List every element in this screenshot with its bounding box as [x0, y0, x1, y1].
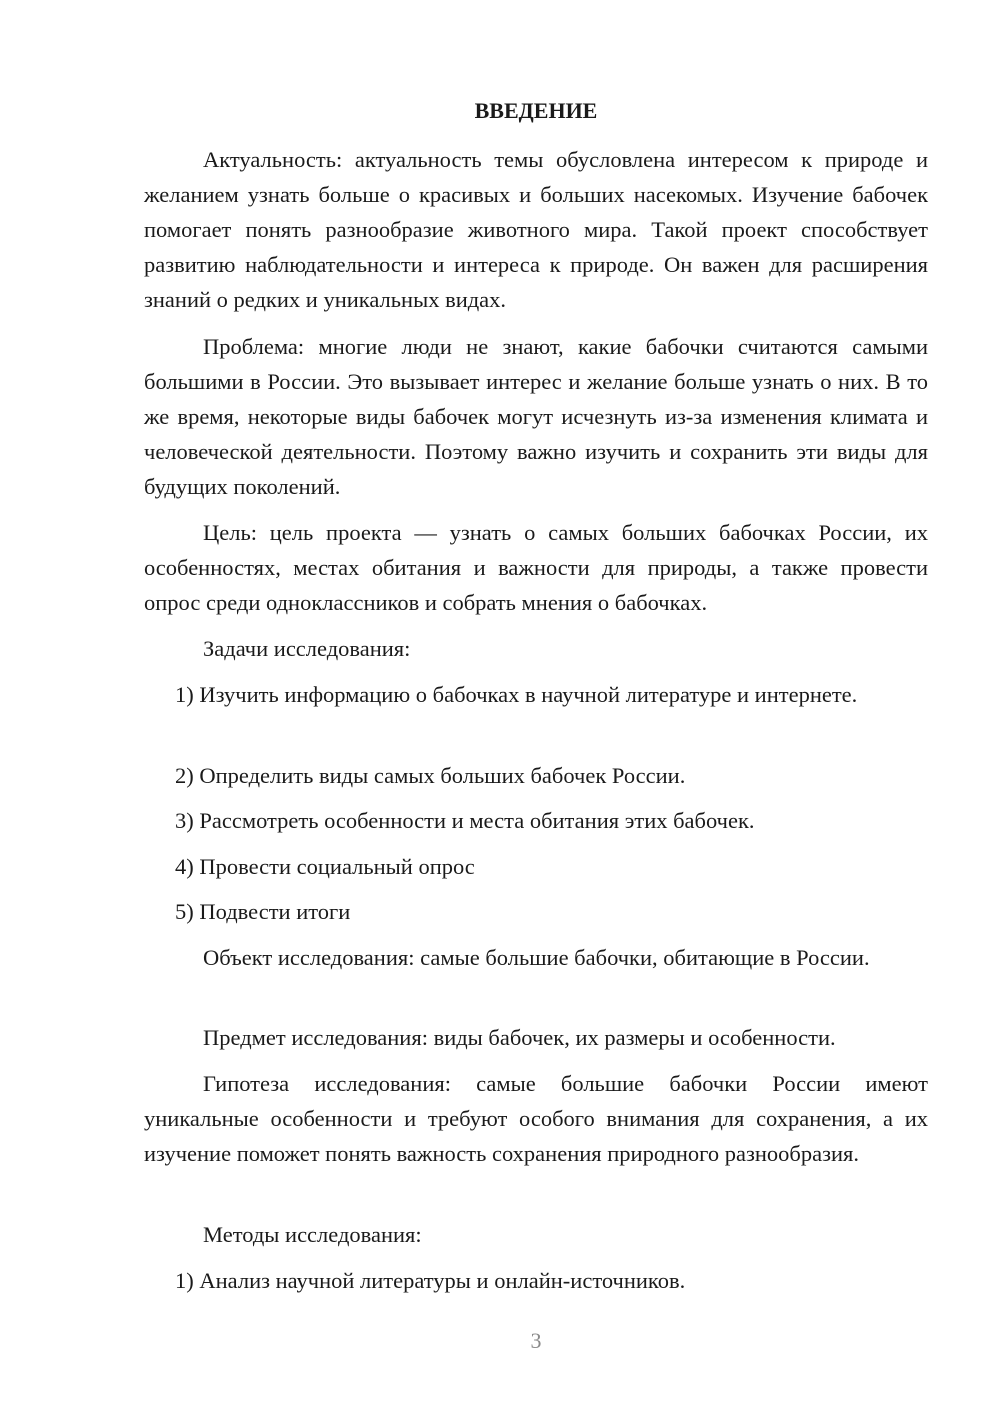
hypothesis-paragraph: Гипотеза исследования: самые большие бабочки России имеют уникальные особенности и требуют особого внимания для сохранения, а их изучение поможет понять важность сохранения природного разнообразия. [144, 1071, 928, 1166]
goal-paragraph: Цель: цель проекта — узнать о самых больших бабочках России, их особенностях, местах обитания и важности для природы, а также провести опрос среди одноклассников и собрать мнения о бабочках. [144, 520, 928, 615]
task-item-2: 2) Определить виды самых больших бабочек России. [175, 763, 686, 788]
method-item-1: 1) Анализ научной литературы и онлайн-источников. [175, 1268, 686, 1293]
problem-paragraph: Проблема: многие люди не знают, какие бабочки считаются самыми большими в России. Это вызывает интерес и желание больше узнать о них. В то же время, некоторые виды бабочек могут исчезнуть из-за изменения климата и человеческой деятельности. Поэтому важно изучить и сохранить эти виды для будущих поколений. [144, 334, 928, 499]
task-item-4: 4) Провести социальный опрос [175, 854, 475, 879]
relevance-paragraph: Актуальность: актуальность темы обусловлена интересом к природе и желанием узнать больше о красивых и больших насекомых. Изучение бабочек помогает понять разнообразие животного мира. Такой проект способствует развитию наблюдательности и интереса к природе. Он важен для расширения знаний о редких и уникальных видах. [144, 147, 928, 312]
task-item-1: 1) Изучить информацию о бабочках в научной литературе и интернете. [175, 682, 858, 707]
page-title: ВВЕДЕНИЕ [474, 98, 598, 123]
object-paragraph: Объект исследования: самые большие бабочки, обитающие в России. [203, 945, 870, 970]
methods-heading: Методы исследования: [203, 1222, 422, 1247]
tasks-heading: Задачи исследования: [203, 636, 411, 661]
subject-paragraph: Предмет исследования: виды бабочек, их размеры и особенности. [203, 1025, 836, 1050]
page-number: 3 [530, 1328, 542, 1353]
task-item-5: 5) Подвести итоги [175, 899, 351, 924]
task-item-3: 3) Рассмотреть особенности и места обитания этих бабочек. [175, 808, 755, 833]
